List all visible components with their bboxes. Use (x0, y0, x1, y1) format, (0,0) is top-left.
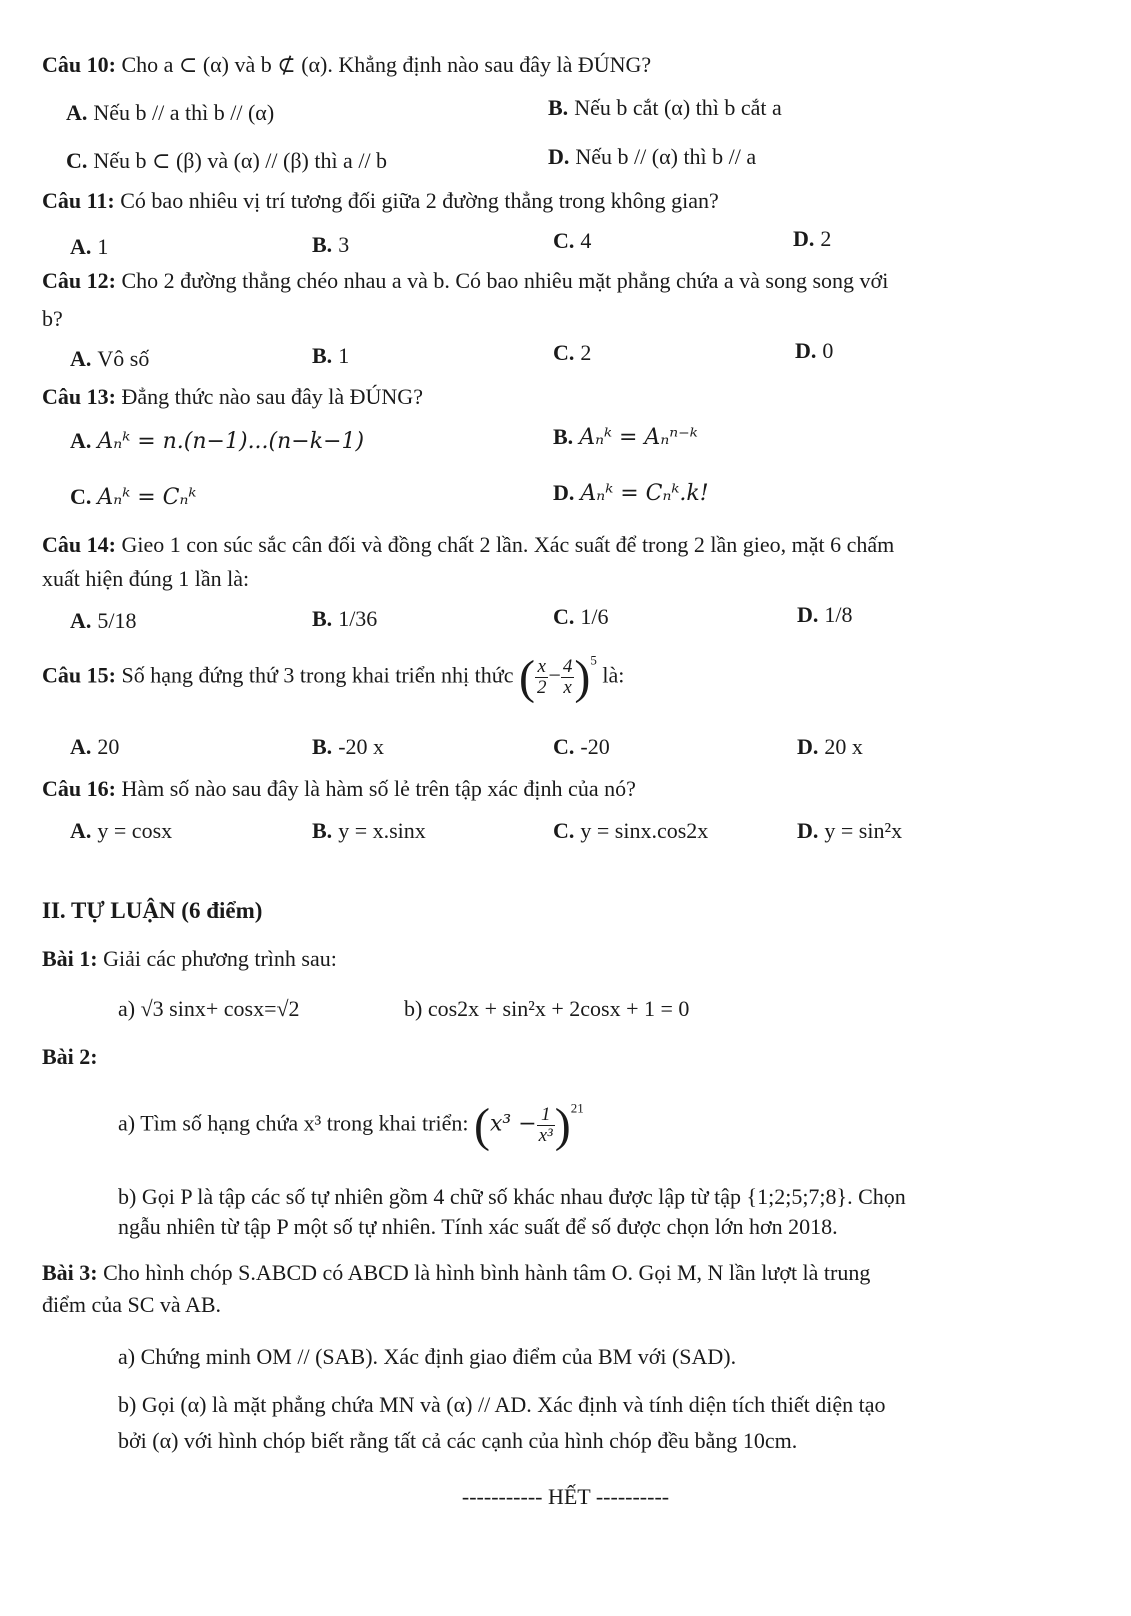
q12-option-a-label: A. (70, 346, 92, 371)
q16-option-b (312, 818, 426, 844)
bai1-stem-line (42, 946, 337, 971)
q13-option-c-text: Aₙᵏ = Cₙᵏ (97, 485, 197, 510)
q12-option-b-text: 1 (338, 343, 350, 368)
q14-option-d-label: D. (797, 602, 819, 627)
q11-option-d-text: 2 (820, 226, 832, 251)
bai2-part-b-line-2: ngẫu nhiên từ tập P một số tự nhiên. Tính xác suất để số được chọn lớn hơn 2018. (118, 1214, 838, 1239)
q14-option-c-label: C. (553, 604, 575, 629)
q13-option-a-text: Aₙᵏ = n.(n−1)...(n−k−1) (97, 429, 365, 454)
q16-label: Câu 16: (42, 776, 116, 801)
q10-option-c (66, 148, 387, 174)
q13-stem: Đẳng thức nào sau đây là ĐÚNG? (121, 384, 423, 409)
q15-option-a (70, 734, 119, 760)
q14-option-d-text: 1/8 (824, 602, 853, 627)
q15-option-b-text: -20 x (338, 734, 385, 759)
q12-option-b-label: B. (312, 343, 333, 368)
bai2-part-a-text: a) Tìm số hạng chứa x³ trong khai triển: (118, 1110, 469, 1136)
q16-option-a (70, 818, 172, 844)
bai3-stem-1: Cho hình chóp S.ABCD có ABCD là hình bình hành tâm O. Gọi M, N lần lượt là trung (103, 1260, 871, 1285)
bai2-power: 21 (570, 1100, 584, 1116)
q11-option-d (793, 226, 831, 252)
q15-option-d-label: D. (797, 734, 819, 759)
q12-option-d-label: D. (795, 338, 817, 363)
bai3-stem-line (42, 1260, 870, 1285)
q14-option-b-label: B. (312, 606, 333, 631)
q12-option-d (795, 338, 833, 364)
q10-option-c-label: C. (66, 148, 88, 173)
q16-option-a-label: A. (70, 818, 92, 843)
q11-stem: Có bao nhiêu vị trí tương đối giữa 2 đường thẳng trong không gian? (120, 188, 719, 213)
q12-option-d-text: 0 (822, 338, 834, 363)
q12-label: Câu 12: (42, 268, 116, 293)
q12-option-a-text: Vô số (97, 346, 150, 371)
q10-option-c-text: Nếu b ⊂ (β) và (α) // (β) thì a // b (93, 148, 388, 173)
q12-stem-2: b? (42, 306, 63, 331)
bai2-frac-den: x³ (538, 1125, 553, 1147)
bai2-frac (537, 1105, 555, 1146)
q11-option-b (312, 232, 349, 258)
q15-frac-2 (561, 657, 575, 698)
q16-option-d (797, 818, 902, 844)
q13-option-a (70, 428, 364, 454)
q10-option-d-text: Nếu b // (α) thì b // a (575, 144, 757, 169)
q11-option-d-label: D. (793, 226, 815, 251)
q16-stem-line (42, 776, 636, 801)
q15-frac-1 (535, 657, 549, 698)
q14-option-c-text: 1/6 (580, 604, 609, 629)
q12-stem-line-2 (42, 306, 63, 331)
q12-stem: Cho 2 đường thẳng chéo nhau a và b. Có bao nhiêu mặt phẳng chứa a và song song với (121, 268, 889, 293)
q14-option-a-label: A. (70, 608, 92, 633)
q12-option-a (70, 346, 149, 372)
q16-option-a-text: y = cosx (97, 818, 173, 843)
q15-power: 5 (590, 652, 597, 668)
bai2-label: Bài 2: (42, 1044, 98, 1069)
q15-stem-end: là: (602, 662, 625, 688)
q15-minus: − (548, 662, 561, 688)
q16-option-d-label: D. (797, 818, 819, 843)
q12-option-c-text: 2 (580, 340, 592, 365)
q14-stem-2: xuất hiện đúng 1 lần là: (42, 566, 250, 591)
bai1-label: Bài 1: (42, 946, 98, 971)
q11-label: Câu 11: (42, 188, 115, 213)
bai2-part-b-line-1: b) Gọi P là tập các số tự nhiên gồm 4 chữ số khác nhau được lập từ tập {1;2;5;7;8}. Chọn (118, 1184, 906, 1209)
q13-option-d-text: Aₙᵏ = Cₙᵏ.k! (580, 481, 709, 506)
q11-option-a-label: A. (70, 234, 92, 259)
q16-option-c-label: C. (553, 818, 575, 843)
q15-option-d (797, 734, 863, 760)
bai2-close-paren: ) (554, 1099, 571, 1152)
bai3-part-b-line-2: bởi (α) với hình chóp biết rằng tất cả các cạnh của hình chóp đều bằng 10cm. (118, 1428, 798, 1453)
bai3-stem-line-2: điểm của SC và AB. (42, 1292, 222, 1317)
q12-option-c-label: C. (553, 340, 575, 365)
bai2-frac-num: 1 (537, 1105, 555, 1126)
q10-option-a-text: Nếu b // a thì b // (α) (93, 100, 275, 125)
q15-stem: Số hạng đứng thứ 3 trong khai triển nhị thức (121, 662, 514, 688)
q11-option-a-text: 1 (97, 234, 109, 259)
bai3-label: Bài 3: (42, 1260, 98, 1285)
bai1-stem: Giải các phương trình sau: (103, 946, 337, 971)
q12-option-c (553, 340, 591, 366)
q11-option-c-text: 4 (580, 228, 592, 253)
q11-option-c (553, 228, 591, 254)
q16-stem: Hàm số nào sau đây là hàm số lẻ trên tập xác định của nó? (121, 776, 636, 801)
q11-option-b-label: B. (312, 232, 333, 257)
q11-option-b-text: 3 (338, 232, 350, 257)
q14-option-a (70, 608, 137, 634)
q12-option-b (312, 343, 349, 369)
q10-stem-line (42, 52, 651, 77)
q13-stem-line (42, 384, 423, 409)
q13-option-d (553, 480, 709, 506)
q14-stem-line (42, 532, 894, 557)
q14-option-a-text: 5/18 (97, 608, 137, 633)
q15-frac-2-num: 4 (562, 656, 573, 678)
q13-option-c (70, 484, 196, 510)
q10-option-b-text: Nếu b cắt (α) thì b cắt a (574, 95, 782, 120)
q14-option-b (312, 606, 377, 632)
q13-option-d-label: D. (553, 480, 575, 505)
q11-option-c-label: C. (553, 228, 575, 253)
q15-frac-1-num: x (535, 657, 549, 678)
q12-stem-line (42, 268, 888, 293)
q10-option-a (66, 100, 274, 126)
bai3-part-b-line-1: b) Gọi (α) là mặt phẳng chứa MN và (α) // AD. Xác định và tính diện tích thiết diện tạo (118, 1392, 886, 1417)
bai1-part-a: a) √3 sinx+ cosx=√2 (118, 996, 300, 1021)
q15-option-b (312, 734, 384, 760)
q11-option-a (70, 234, 108, 260)
q10-option-d-label: D. (548, 144, 570, 169)
q10-stem: Cho a ⊂ (α) và b ⊄ (α). Khẳng định nào sau đây là ĐÚNG? (121, 52, 652, 77)
q15-option-c-label: C. (553, 734, 575, 759)
q13-label: Câu 13: (42, 384, 116, 409)
q14-label: Câu 14: (42, 532, 116, 557)
q16-option-d-text: y = sin²x (824, 818, 903, 843)
bai1-part-b: b) cos2x + sin²x + 2cosx + 1 = 0 (404, 996, 690, 1021)
q14-option-c (553, 604, 609, 630)
bai2-part-a (118, 1098, 584, 1153)
q15-option-c (553, 734, 610, 760)
q15-option-b-label: B. (312, 734, 333, 759)
q16-option-c (553, 818, 708, 844)
q14-option-b-text: 1/36 (338, 606, 378, 631)
bai2-open-paren: ( (473, 1099, 490, 1152)
q10-label: Câu 10: (42, 52, 116, 77)
q13-option-b-text: Aₙᵏ = Aₙⁿ⁻ᵏ (579, 425, 698, 450)
q15-option-a-text: 20 (97, 734, 120, 759)
q14-stem-line-2 (42, 566, 249, 591)
q13-option-b (553, 424, 698, 450)
section-title: II. TỰ LUẬN (6 điểm) (42, 898, 263, 923)
q15-label: Câu 15: (42, 662, 116, 688)
q10-option-b (548, 95, 782, 121)
q10-option-b-label: B. (548, 95, 569, 120)
q14-stem: Gieo 1 con súc sắc cân đối và đồng chất 2 lần. Xác suất để trong 2 lần gieo, mặt 6 chấm (121, 532, 895, 557)
q15-option-a-label: A. (70, 734, 92, 759)
q15-option-d-text: 20 x (824, 734, 863, 759)
q15-open-paren: ( (518, 651, 535, 704)
q13-option-b-label: B. (553, 424, 574, 449)
q10-option-d (548, 144, 756, 170)
bai2-expr-left: x³ − (489, 1111, 537, 1137)
q13-option-c-label: C. (70, 484, 92, 509)
q11-stem-line (42, 188, 719, 213)
q13-option-a-label: A. (70, 428, 92, 453)
end-marker: ----------- HẾT ---------- (461, 1484, 670, 1509)
q16-option-b-text: y = x.sinx (338, 818, 426, 843)
q15-option-c-text: -20 (580, 734, 610, 759)
q16-option-c-text: y = sinx.cos2x (580, 818, 709, 843)
q16-option-b-label: B. (312, 818, 333, 843)
q15-frac-1-den: 2 (536, 677, 547, 699)
q15-close-paren: ) (574, 651, 591, 704)
q15-stem-line (42, 650, 624, 705)
q15-frac-2-den: x (563, 677, 572, 699)
bai3-part-a: a) Chứng minh OM // (SAB). Xác định giao điểm của BM với (SAD). (118, 1344, 737, 1369)
q14-option-d (797, 602, 853, 628)
q10-option-a-label: A. (66, 100, 88, 125)
